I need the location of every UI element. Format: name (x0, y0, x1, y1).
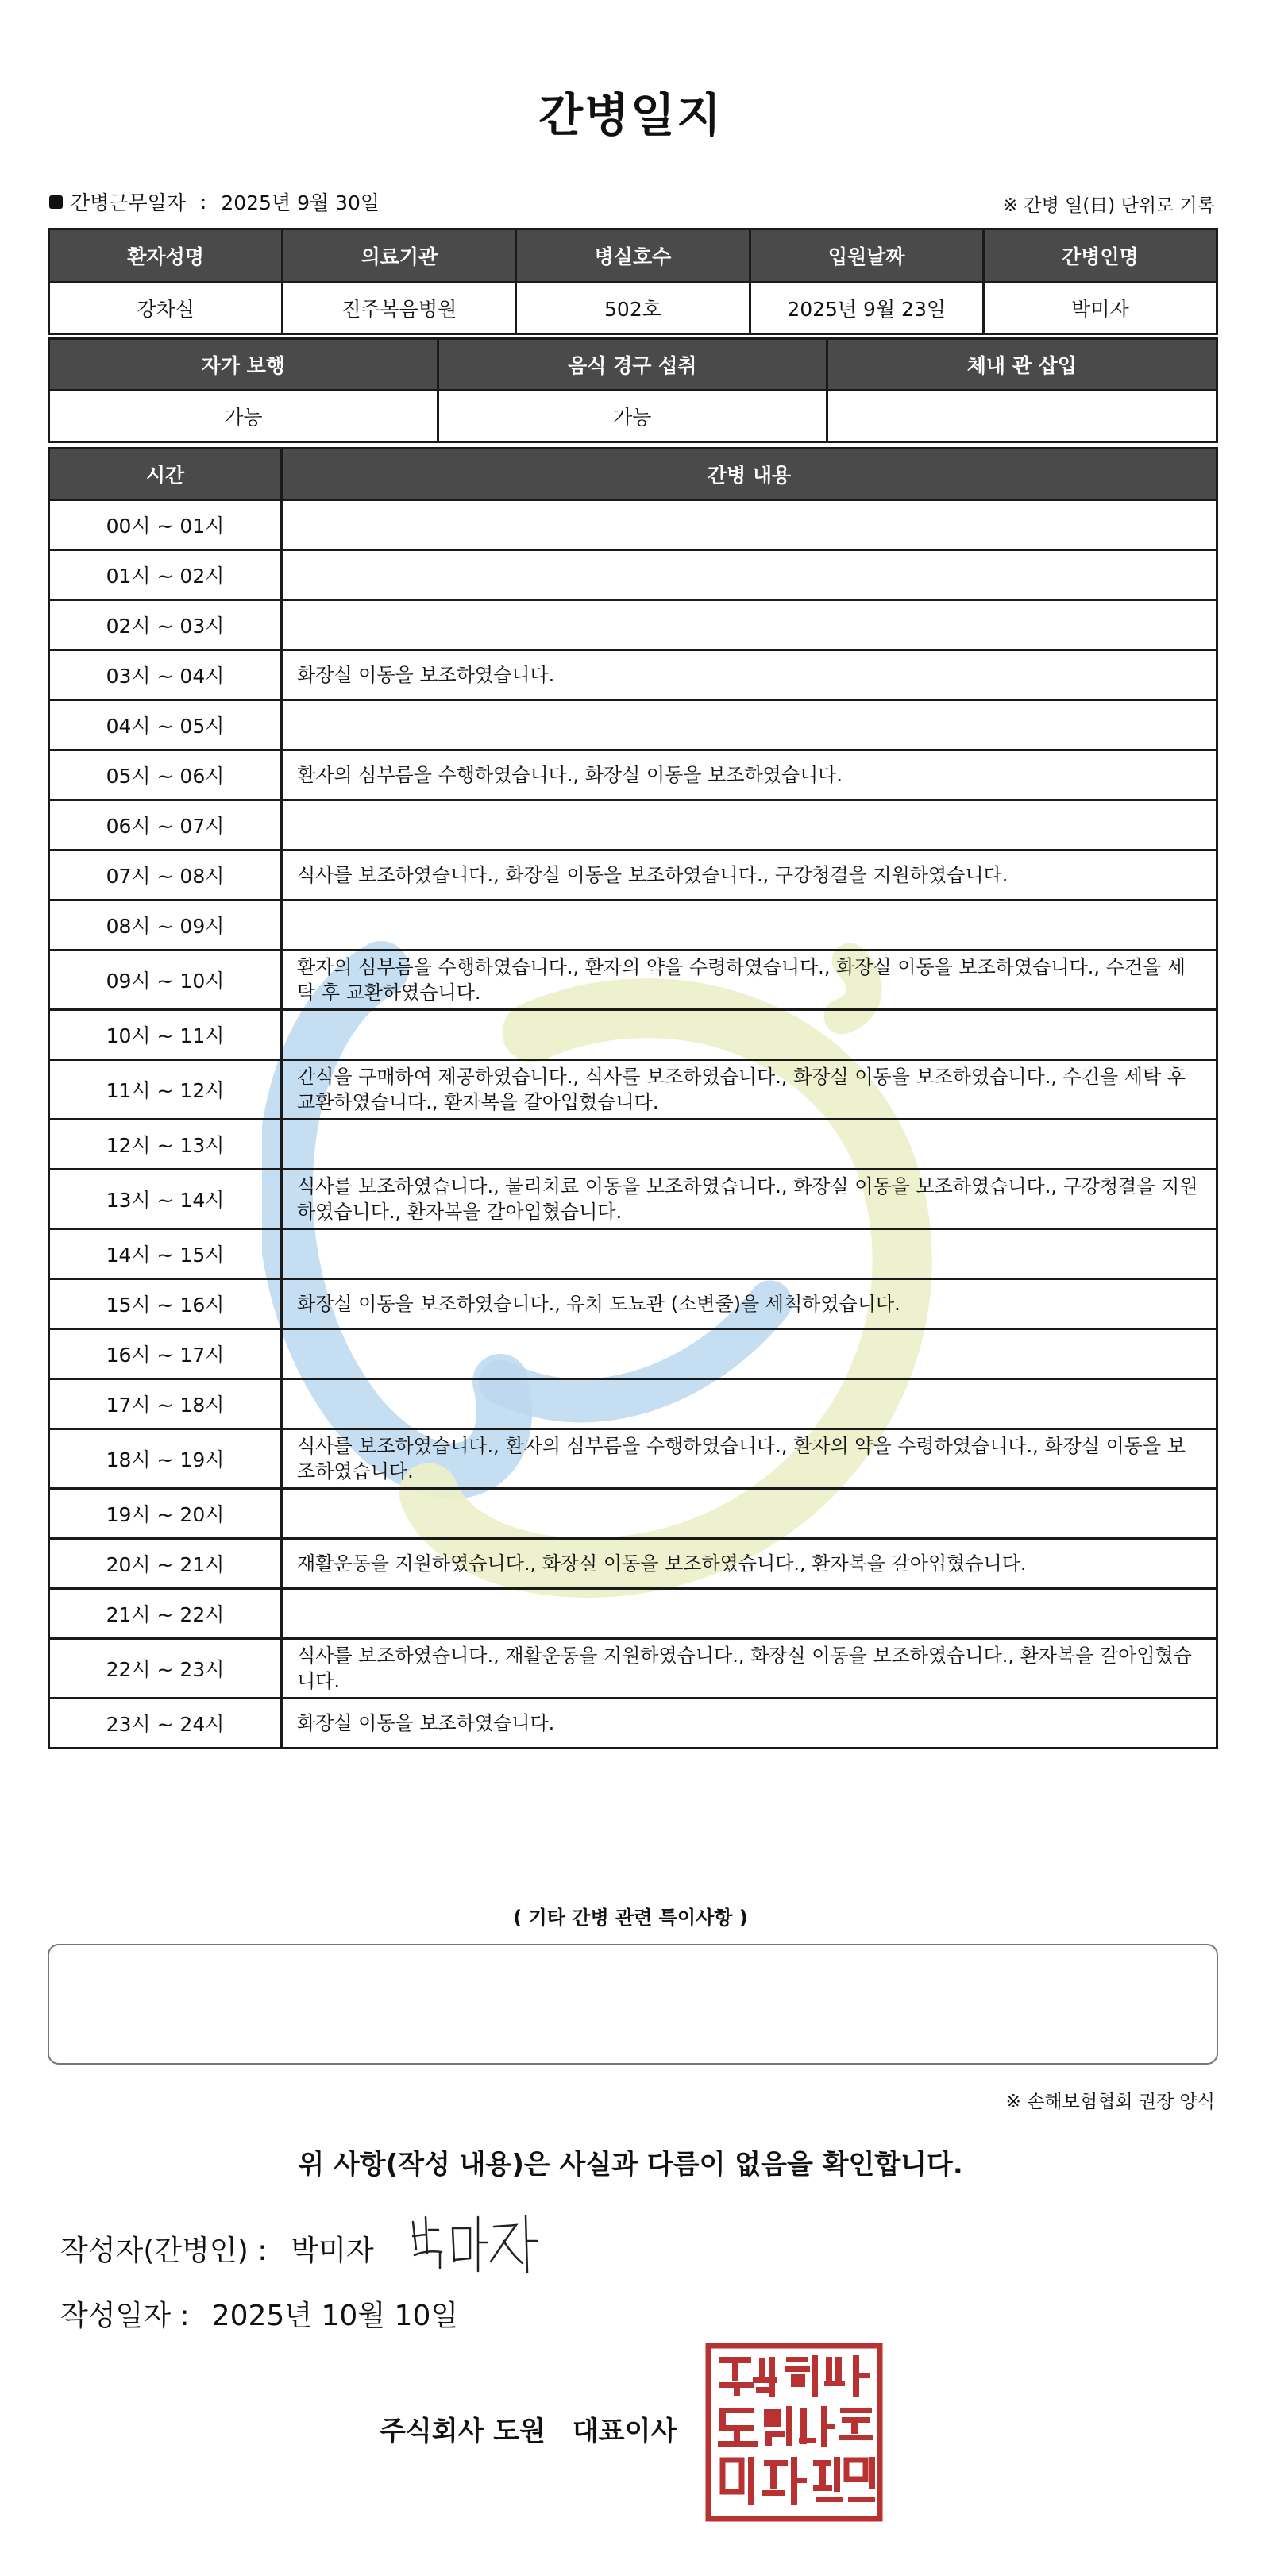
ceo-label: 대표이사 (572, 2416, 677, 2447)
log-row (49, 850, 1217, 900)
log-row (49, 1639, 1217, 1699)
patient-header-row (49, 229, 1217, 283)
log-content-cell (282, 1489, 1217, 1539)
log-row (49, 1170, 1217, 1229)
log-content-cell: 간식을 구매하여 제공하였습니다., 식사를 보조하였습니다., 화장실 이동을 보조하였습니다., 수건을 세탁 후 교환하였습니다., 환자복을 갈아입혔습니다. (282, 1060, 1217, 1120)
log-content-cell: 식사를 보조하였습니다., 재활운동을 지원하였습니다., 화장실 이동을 보조하였습니다., 환자복을 갈아입혔습니다. (282, 1639, 1217, 1699)
log-time-cell: 04시 ~ 05시 (49, 700, 282, 750)
log-row (49, 550, 1217, 600)
ability-header-row (49, 339, 1217, 391)
log-content-cell (282, 1329, 1217, 1379)
log-content-cell (282, 1120, 1217, 1170)
work-date-label: 간병근무일자 (71, 191, 186, 214)
log-content-cell: 식사를 보조하였습니다., 물리치료 이동을 보조하였습니다., 화장실 이동을 보조하였습니다., 구강청결을 지원하였습니다., 환자복을 갈아입혔습니다. (282, 1170, 1217, 1229)
log-content-cell: 식사를 보조하였습니다., 환자의 심부름을 수행하였습니다., 환자의 약을 수령하였습니다., 화장실 이동을 보조하였습니다. (282, 1429, 1217, 1489)
log-row (49, 1589, 1217, 1639)
log-content-cell (282, 1229, 1217, 1279)
admission-date: 2025년 9월 23일 (750, 283, 983, 334)
log-row (49, 1489, 1217, 1539)
log-time-cell: 23시 ~ 24시 (49, 1699, 282, 1749)
company-name: 주식회사 도원 (380, 2416, 546, 2447)
log-content-cell (282, 900, 1217, 951)
log-content-cell (282, 1010, 1217, 1060)
log-row (49, 1010, 1217, 1060)
document-title: 간병일지 (538, 88, 723, 142)
log-row (49, 1229, 1217, 1279)
patient-value-row (49, 283, 1217, 334)
log-content-cell: 식사를 보조하였습니다., 화장실 이동을 보조하였습니다., 구강청결을 지원하였습니다. (282, 850, 1217, 900)
log-row (49, 1539, 1217, 1589)
work-date-separator: : (199, 190, 207, 214)
oral-intake-value: 가능 (438, 391, 827, 442)
tube-insertion-value (827, 391, 1217, 442)
care-log-table (48, 447, 1218, 1749)
confirmation-statement: 위 사항(작성 내용)은 사실과 다름이 없음을 확인합니다. (298, 2149, 963, 2181)
log-time-cell: 03시 ~ 04시 (49, 650, 282, 700)
log-time-cell: 15시 ~ 16시 (49, 1279, 282, 1329)
write-date-label: 작성일자 : (60, 2300, 190, 2332)
log-body (49, 500, 1217, 1749)
log-time-cell: 17시 ~ 18시 (49, 1379, 282, 1429)
log-time-cell: 18시 ~ 19시 (49, 1429, 282, 1489)
header-room: 병실호수 (516, 229, 750, 283)
log-row (49, 900, 1217, 951)
header-admission-date: 입원날짜 (750, 229, 983, 283)
log-content-cell: 환자의 심부름을 수행하였습니다., 화장실 이동을 보조하였습니다. (282, 750, 1217, 800)
log-row (49, 700, 1217, 750)
log-time-cell: 07시 ~ 08시 (49, 850, 282, 900)
hospital-name: 진주복음병원 (283, 283, 516, 334)
log-row (49, 1429, 1217, 1489)
log-row (49, 1329, 1217, 1379)
log-time-cell: 20시 ~ 21시 (49, 1539, 282, 1589)
handwritten-signature-icon (405, 2206, 540, 2277)
header-time: 시간 (49, 449, 282, 500)
log-row (49, 750, 1217, 800)
walking-value: 가능 (49, 391, 438, 442)
log-content-cell (282, 550, 1217, 600)
header-care-content: 간병 내용 (282, 449, 1217, 500)
ability-table (48, 337, 1218, 443)
log-content-cell: 화장실 이동을 보조하였습니다. (282, 650, 1217, 700)
log-time-cell: 08시 ~ 09시 (49, 900, 282, 951)
special-notes-box (48, 1944, 1218, 2065)
header-walking: 자가 보행 (49, 339, 438, 391)
writer-line (60, 2228, 374, 2269)
header-hospital: 의료기관 (283, 229, 516, 283)
log-row (49, 1699, 1217, 1749)
room-number: 502호 (516, 283, 750, 334)
log-content-cell (282, 700, 1217, 750)
work-date-value: 2025년 9월 30일 (221, 191, 380, 214)
log-header-row (49, 449, 1217, 500)
log-time-cell: 10시 ~ 11시 (49, 1010, 282, 1060)
caregiver-name: 박미자 (983, 283, 1217, 334)
log-content-cell (282, 500, 1217, 550)
header-caregiver: 간병인명 (983, 229, 1217, 283)
header-patient-name: 환자성명 (49, 229, 283, 283)
header-tube-insertion: 체내 관 삽입 (827, 339, 1217, 391)
log-time-cell: 22시 ~ 23시 (49, 1639, 282, 1699)
company-line (380, 2409, 677, 2448)
association-note: ※ 손해보험협회 권장 양식 (1005, 2092, 1215, 2112)
work-date-line (49, 187, 380, 216)
log-content-cell: 재활운동을 지원하였습니다., 화장실 이동을 보조하였습니다., 환자복을 갈아입혔습니다. (282, 1539, 1217, 1589)
log-time-cell: 02시 ~ 03시 (49, 600, 282, 650)
log-row (49, 800, 1217, 850)
log-content-cell (282, 800, 1217, 850)
patient-name: 강차실 (49, 283, 283, 334)
log-content-cell (282, 600, 1217, 650)
log-time-cell: 12시 ~ 13시 (49, 1120, 282, 1170)
log-time-cell: 11시 ~ 12시 (49, 1060, 282, 1120)
patient-info-table (48, 228, 1218, 335)
writer-name: 박미자 (291, 2235, 374, 2267)
log-row (49, 1379, 1217, 1429)
log-time-cell: 05시 ~ 06시 (49, 750, 282, 800)
ability-value-row (49, 391, 1217, 442)
log-time-cell: 19시 ~ 20시 (49, 1489, 282, 1539)
header-oral-intake: 음식 경구 섭취 (438, 339, 827, 391)
log-content-cell: 환자의 심부름을 수행하였습니다., 환자의 약을 수령하였습니다., 화장실 이동을 보조하였습니다., 수건을 세탁 후 교환하였습니다. (282, 951, 1217, 1010)
log-time-cell: 09시 ~ 10시 (49, 951, 282, 1010)
special-notes-title: ( 기타 간병 관련 특이사항 ) (513, 1907, 748, 1929)
log-row (49, 600, 1217, 650)
write-date-value: 2025년 10월 10일 (211, 2300, 459, 2332)
log-time-cell: 00시 ~ 01시 (49, 500, 282, 550)
log-row (49, 1120, 1217, 1170)
unit-note: ※ 간병 일(日) 단위로 기록 (1002, 195, 1215, 216)
log-time-cell: 21시 ~ 22시 (49, 1589, 282, 1639)
log-content-cell: 화장실 이동을 보조하였습니다. (282, 1699, 1217, 1749)
bullet-square-icon (49, 195, 63, 209)
log-content-cell (282, 1379, 1217, 1429)
log-row (49, 500, 1217, 550)
log-time-cell: 01시 ~ 02시 (49, 550, 282, 600)
log-content-cell: 화장실 이동을 보조하였습니다., 유치 도뇨관 (소변줄)을 세척하였습니다. (282, 1279, 1217, 1329)
log-row (49, 650, 1217, 700)
log-time-cell: 14시 ~ 15시 (49, 1229, 282, 1279)
log-row (49, 951, 1217, 1010)
log-row (49, 1279, 1217, 1329)
company-seal-stamp (705, 2343, 883, 2522)
writer-label: 작성자(간병인) : (60, 2235, 268, 2267)
write-date-line (60, 2293, 458, 2334)
log-row (49, 1060, 1217, 1120)
log-time-cell: 16시 ~ 17시 (49, 1329, 282, 1379)
log-time-cell: 06시 ~ 07시 (49, 800, 282, 850)
log-content-cell (282, 1589, 1217, 1639)
log-time-cell: 13시 ~ 14시 (49, 1170, 282, 1229)
